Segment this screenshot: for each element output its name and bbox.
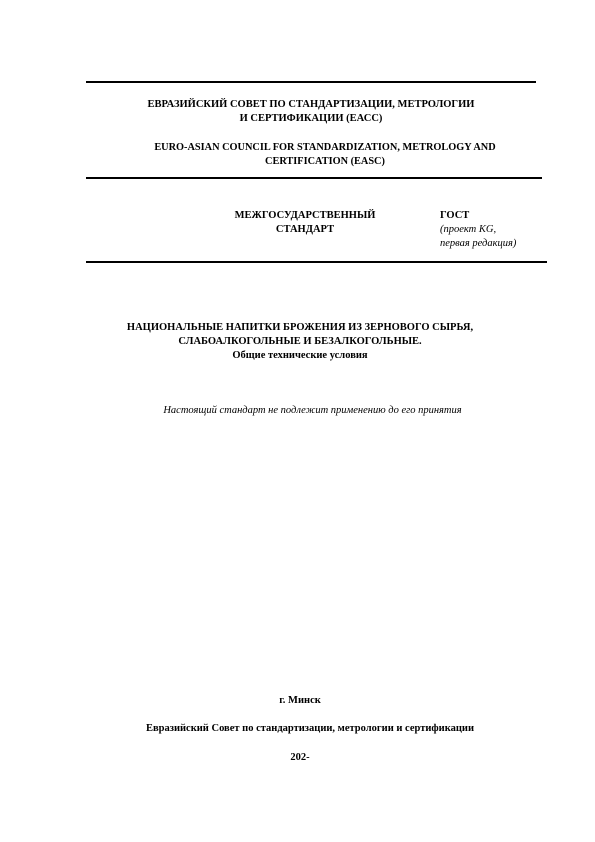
adoption-notice: Настоящий стандарт не подлежит применению до его принятия xyxy=(163,405,462,416)
middle-rule xyxy=(86,177,542,179)
council-name-ru-line1: ЕВРАЗИЙСКИЙ СОВЕТ ПО СТАНДАРТИЗАЦИИ, МЕТРОЛОГИИ xyxy=(147,99,475,110)
top-rule xyxy=(86,81,536,83)
council-name-en-line2: CERTIFICATION (EASC) xyxy=(265,156,385,167)
standard-type-line1: МЕЖГОСУДАРСТВЕННЫЙ xyxy=(234,210,376,221)
document-title-line2: СЛАБОАЛКОГОЛЬНЫЕ И БЕЗАЛКОГОЛЬНЫЕ. xyxy=(178,336,422,347)
council-name-en-line1: EURO-ASIAN COUNCIL FOR STANDARDIZATION, METROLOGY AND xyxy=(154,142,496,153)
footer-year: 202- xyxy=(290,752,310,763)
lower-rule xyxy=(86,261,547,263)
draft-note-line2: первая редакция) xyxy=(440,238,517,249)
draft-note-line1: (проект KG, xyxy=(440,224,497,235)
document-title-line1: НАЦИОНАЛЬНЫЕ НАПИТКИ БРОЖЕНИЯ ИЗ ЗЕРНОВОГО СЫРЬЯ, xyxy=(126,322,474,333)
standard-type-line2: СТАНДАРТ xyxy=(275,224,335,235)
footer-city: г. Минск xyxy=(279,695,321,706)
document-subtitle: Общие технические условия xyxy=(232,350,368,361)
standard-code: ГОСТ xyxy=(440,210,470,221)
council-name-ru-line2: И СЕРТИФИКАЦИИ (ЕАСС) xyxy=(239,113,383,124)
footer-publisher: Евразийский Совет по стандартизации, метрологии и сертификации xyxy=(145,723,475,734)
